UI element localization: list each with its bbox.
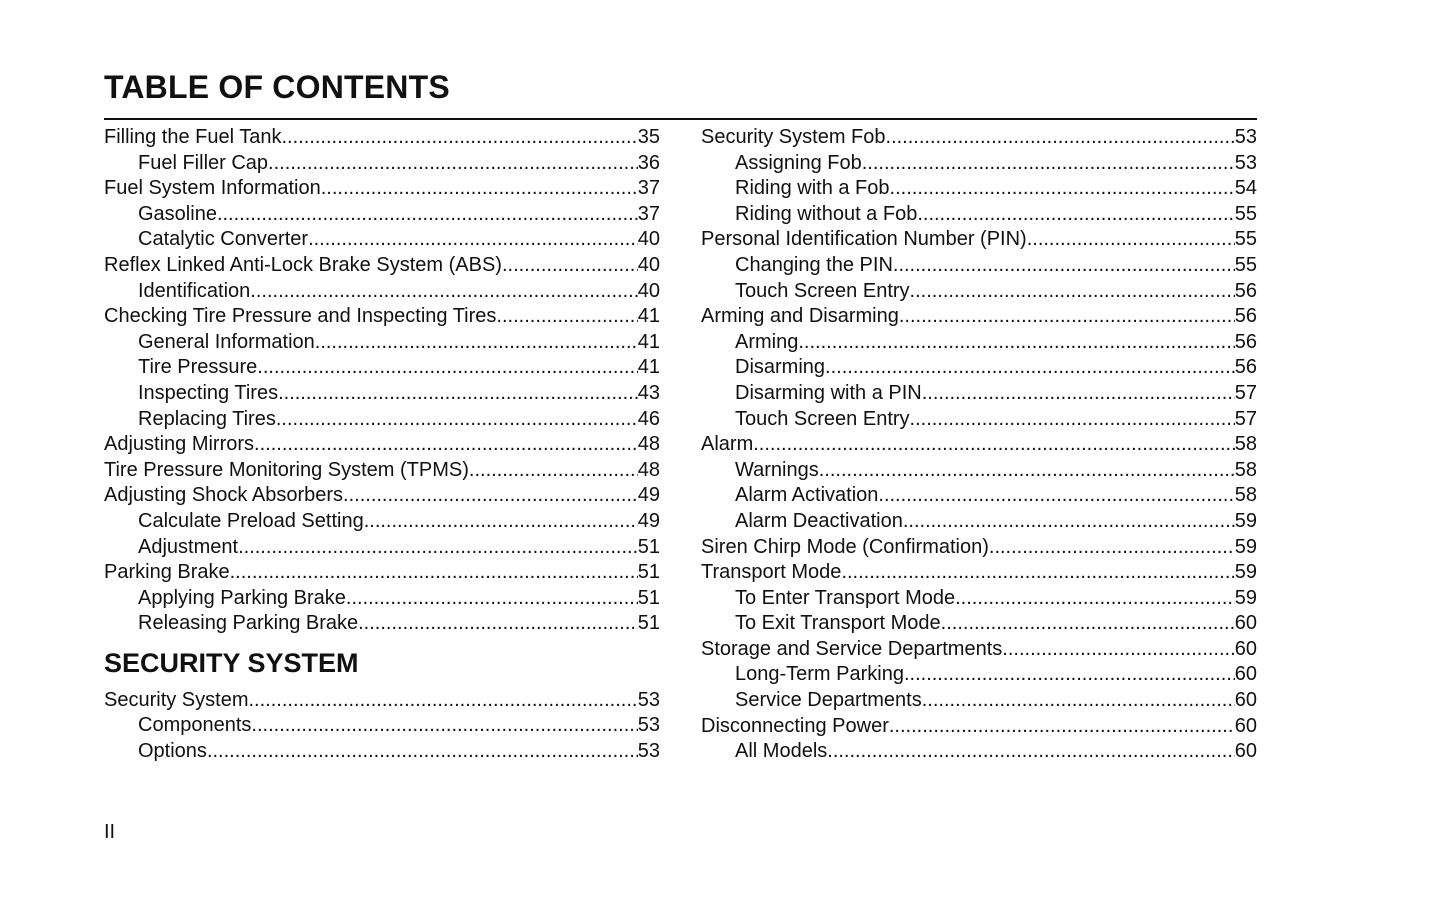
toc-entry <box>701 509 1257 535</box>
toc-entry-label: Options <box>138 740 207 763</box>
toc-entry <box>701 330 1257 356</box>
toc-entry-label: Replacing Tires <box>138 407 276 430</box>
toc-entry-page: 37 <box>637 202 660 225</box>
toc-entry-page: 60 <box>1234 612 1257 635</box>
toc-entry-label: Disarming <box>735 356 826 379</box>
page-number: II <box>104 821 116 843</box>
toc-entry-page: 51 <box>637 612 660 635</box>
dot-leader <box>251 713 637 739</box>
toc-entry-label: Fuel System Information <box>104 177 321 200</box>
dot-leader <box>917 202 1234 228</box>
toc-entry-label: Tire Pressure <box>138 356 258 379</box>
toc-entry-label: Arming <box>735 330 799 353</box>
toc-entry <box>701 355 1257 381</box>
toc-entry-label: Adjusting Mirrors <box>104 433 255 456</box>
toc-entry-label: Assigning Fob <box>735 151 862 174</box>
toc-entry-page: 53 <box>637 688 660 711</box>
toc-entry <box>701 662 1257 688</box>
toc-entry <box>701 253 1257 279</box>
toc-entry-label: Reflex Linked Anti-Lock Brake System (ABS) <box>104 253 502 276</box>
toc-entry-page: 53 <box>1234 151 1257 174</box>
dot-leader <box>469 458 638 484</box>
dot-leader <box>217 202 638 228</box>
toc-entry-label: Transport Mode <box>701 561 842 584</box>
dot-leader <box>893 253 1235 279</box>
toc-entry-page: 60 <box>1234 689 1257 712</box>
dot-leader <box>899 304 1235 330</box>
toc-entry-label: Parking Brake <box>104 561 230 584</box>
toc-entry-label: Checking Tire Pressure and Inspecting Tires <box>104 305 497 328</box>
toc-entry <box>104 432 660 458</box>
toc-entry-page: 53 <box>637 714 660 737</box>
toc-entry-label: Arming and Disarming <box>701 305 899 328</box>
dot-leader <box>502 253 638 279</box>
toc-entry <box>701 381 1257 407</box>
toc-entry-label: Applying Parking Brake <box>138 586 346 609</box>
toc-entry <box>104 739 660 765</box>
toc-list-right <box>701 125 1257 765</box>
toc-entry-label: Identification <box>138 279 251 302</box>
dot-leader <box>268 151 638 177</box>
toc-entry-page: 60 <box>1234 740 1257 763</box>
toc-entry <box>701 586 1257 612</box>
dot-leader <box>1002 637 1234 663</box>
toc-entry <box>104 176 660 202</box>
dot-leader <box>315 330 638 356</box>
toc-entry-page: 37 <box>637 177 660 200</box>
dot-leader <box>230 560 638 586</box>
toc-entry-label: Service Departments <box>735 689 922 712</box>
toc-entry <box>701 458 1257 484</box>
toc-entry-label: Touch Screen Entry <box>735 407 910 430</box>
dot-leader <box>798 330 1234 356</box>
toc-entry-page: 46 <box>637 407 660 430</box>
toc-entry-page: 41 <box>637 356 660 379</box>
toc-entry-label: To Exit Transport Mode <box>735 612 941 635</box>
toc-entry <box>104 560 660 586</box>
dot-leader <box>904 662 1235 688</box>
toc-entry <box>104 202 660 228</box>
toc-entry <box>104 458 660 484</box>
toc-entry <box>104 509 660 535</box>
toc-entry-label: Inspecting Tires <box>138 381 279 404</box>
toc-entry <box>701 176 1257 202</box>
dot-leader <box>890 176 1235 202</box>
toc-entry-label: Long-Term Parking <box>735 663 904 686</box>
dot-leader <box>321 176 638 202</box>
toc-entry <box>701 304 1257 330</box>
toc-entry <box>104 355 660 381</box>
dot-leader <box>910 407 1235 433</box>
toc-entry-page: 57 <box>1234 381 1257 404</box>
dot-leader <box>889 714 1235 740</box>
toc-entry-page: 40 <box>637 228 660 251</box>
dot-leader <box>941 611 1235 637</box>
toc-entry-page: 41 <box>637 305 660 328</box>
toc-entry-page: 56 <box>1234 330 1257 353</box>
toc-entry-page: 59 <box>1234 586 1257 609</box>
toc-entry-label: Components <box>138 714 252 737</box>
toc-entry-label: Filling the Fuel Tank <box>104 126 282 148</box>
toc-entry-page: 40 <box>637 279 660 302</box>
toc-entry <box>104 381 660 407</box>
dot-leader <box>922 688 1235 714</box>
toc-entry <box>701 739 1257 765</box>
dot-leader <box>238 535 638 561</box>
toc-entry-label: Touch Screen Entry <box>735 279 910 302</box>
toc-entry <box>104 125 660 151</box>
dot-leader <box>886 125 1235 151</box>
toc-entry <box>104 407 660 433</box>
dot-leader <box>841 560 1234 586</box>
dot-leader <box>753 432 1235 458</box>
dot-leader <box>825 355 1235 381</box>
toc-entry-page: 59 <box>1234 535 1257 558</box>
dot-leader <box>343 483 638 509</box>
toc-entry-label: Storage and Service Departments <box>701 637 1003 660</box>
toc-entry <box>701 611 1257 637</box>
toc-entry-page: 60 <box>1234 714 1257 737</box>
toc-entry-label: Releasing Parking Brake <box>138 612 359 635</box>
toc-entry <box>701 688 1257 714</box>
toc-entry-label: Tire Pressure Monitoring System (TPMS) <box>104 458 469 481</box>
toc-entry-page: 57 <box>1234 407 1257 430</box>
dot-leader <box>1027 227 1235 253</box>
toc-entry-label: Riding with a Fob <box>735 177 890 200</box>
toc-entry-page: 56 <box>1234 356 1257 379</box>
toc-entry <box>701 483 1257 509</box>
toc-entry <box>701 407 1257 433</box>
toc-entry-label: Catalytic Converter <box>138 228 309 251</box>
toc-entry <box>701 202 1257 228</box>
toc-entry-page: 56 <box>1234 279 1257 302</box>
toc-entry <box>104 279 660 305</box>
toc-entry-page: 51 <box>637 561 660 584</box>
dot-leader <box>862 151 1235 177</box>
toc-entry-label: Disconnecting Power <box>701 714 889 737</box>
toc-entry-page: 53 <box>1234 126 1257 148</box>
toc-entry-page: 49 <box>637 509 660 532</box>
toc-entry-page: 51 <box>637 535 660 558</box>
toc-entry-label: Warnings <box>735 458 819 481</box>
dot-leader <box>496 304 637 330</box>
toc-entry <box>104 586 660 612</box>
dot-leader <box>878 483 1234 509</box>
toc-entry-page: 58 <box>1234 484 1257 507</box>
toc-entry <box>701 227 1257 253</box>
toc-entry <box>104 330 660 356</box>
title-rule <box>104 118 1257 120</box>
toc-entry <box>104 483 660 509</box>
dot-leader <box>955 586 1235 612</box>
toc-entry <box>701 637 1257 663</box>
toc-entry-page: 35 <box>637 126 660 148</box>
toc-entry-page: 54 <box>1234 177 1257 200</box>
toc-entry-page: 41 <box>637 330 660 353</box>
page-title: TABLE OF CONTENTS <box>104 69 450 105</box>
toc-entry-label: Adjusting Shock Absorbers <box>104 484 344 507</box>
toc-entry-page: 36 <box>637 151 660 174</box>
toc-entry <box>104 304 660 330</box>
toc-left-column <box>104 125 660 765</box>
dot-leader <box>257 355 637 381</box>
toc-entry-page: 59 <box>1234 561 1257 584</box>
dot-leader <box>250 279 637 305</box>
dot-leader <box>282 125 638 151</box>
dot-leader <box>276 407 638 433</box>
toc-entry <box>104 253 660 279</box>
toc-entry-label: Siren Chirp Mode (Confirmation) <box>701 535 989 558</box>
toc-entry-label: All Models <box>735 740 828 763</box>
toc-entry <box>104 151 660 177</box>
toc-entry-label: Changing the PIN <box>735 253 893 276</box>
toc-entry-page: 58 <box>1234 458 1257 481</box>
toc-right-column <box>701 125 1257 765</box>
toc-entry <box>701 432 1257 458</box>
toc-list-left-b <box>104 688 660 765</box>
toc-entry <box>104 713 660 739</box>
toc-entry-page: 53 <box>637 740 660 763</box>
toc-entry <box>104 227 660 253</box>
toc-entry-page: 48 <box>637 433 660 456</box>
toc-entry-label: Gasoline <box>138 202 217 225</box>
toc-entry-page: 51 <box>637 586 660 609</box>
dot-leader <box>248 688 637 714</box>
toc-entry-page: 58 <box>1234 433 1257 456</box>
toc-entry-label: Calculate Preload Setting <box>138 509 364 532</box>
toc-entry <box>701 560 1257 586</box>
dot-leader <box>254 432 638 458</box>
toc-entry-label: To Enter Transport Mode <box>735 586 956 609</box>
toc-entry-page: 60 <box>1234 637 1257 660</box>
toc-entry-label: Personal Identification Number (PIN) <box>701 228 1027 251</box>
toc-entry <box>104 535 660 561</box>
toc-entry-page: 59 <box>1234 509 1257 532</box>
dot-leader <box>910 279 1235 305</box>
dot-leader <box>308 227 638 253</box>
toc-entry-page: 49 <box>637 484 660 507</box>
dot-leader <box>346 586 638 612</box>
toc-entry-label: Alarm Activation <box>735 484 879 507</box>
dot-leader <box>358 611 638 637</box>
dot-leader <box>819 458 1235 484</box>
dot-leader <box>922 381 1235 407</box>
toc-entry <box>701 151 1257 177</box>
toc-entry-page: 55 <box>1234 228 1257 251</box>
dot-leader <box>827 739 1234 765</box>
toc-entry-label: Alarm <box>701 433 754 456</box>
toc-entry <box>104 611 660 637</box>
toc-entry-label: Riding without a Fob <box>735 202 918 225</box>
dot-leader <box>364 509 638 535</box>
toc-entry-label: Security System Fob <box>701 126 886 148</box>
toc-entry-page: 55 <box>1234 202 1257 225</box>
dot-leader <box>903 509 1235 535</box>
toc-entry <box>701 125 1257 151</box>
toc-entry-page: 56 <box>1234 305 1257 328</box>
toc-entry-page: 40 <box>637 253 660 276</box>
toc-entry-label: Alarm Deactivation <box>735 509 903 532</box>
dot-leader <box>989 535 1235 561</box>
toc-entry <box>104 688 660 714</box>
toc-entry-label: Security System <box>104 688 249 711</box>
toc-entry-page: 48 <box>637 458 660 481</box>
dot-leader <box>278 381 638 407</box>
dot-leader <box>207 739 638 765</box>
section-heading-security-system: SECURITY SYSTEM <box>104 647 359 678</box>
toc-list-left-a <box>104 125 660 637</box>
toc-entry-label: Disarming with a PIN <box>735 381 922 404</box>
toc-entry <box>701 279 1257 305</box>
toc-entry-label: General Information <box>138 330 315 353</box>
toc-entry-label: Adjustment <box>138 535 239 558</box>
toc-entry <box>701 535 1257 561</box>
toc-entry <box>701 714 1257 740</box>
toc-entry-page: 60 <box>1234 663 1257 686</box>
toc-entry-label: Fuel Filler Cap <box>138 151 269 174</box>
toc-entry-page: 55 <box>1234 253 1257 276</box>
toc-entry-page: 43 <box>637 381 660 404</box>
